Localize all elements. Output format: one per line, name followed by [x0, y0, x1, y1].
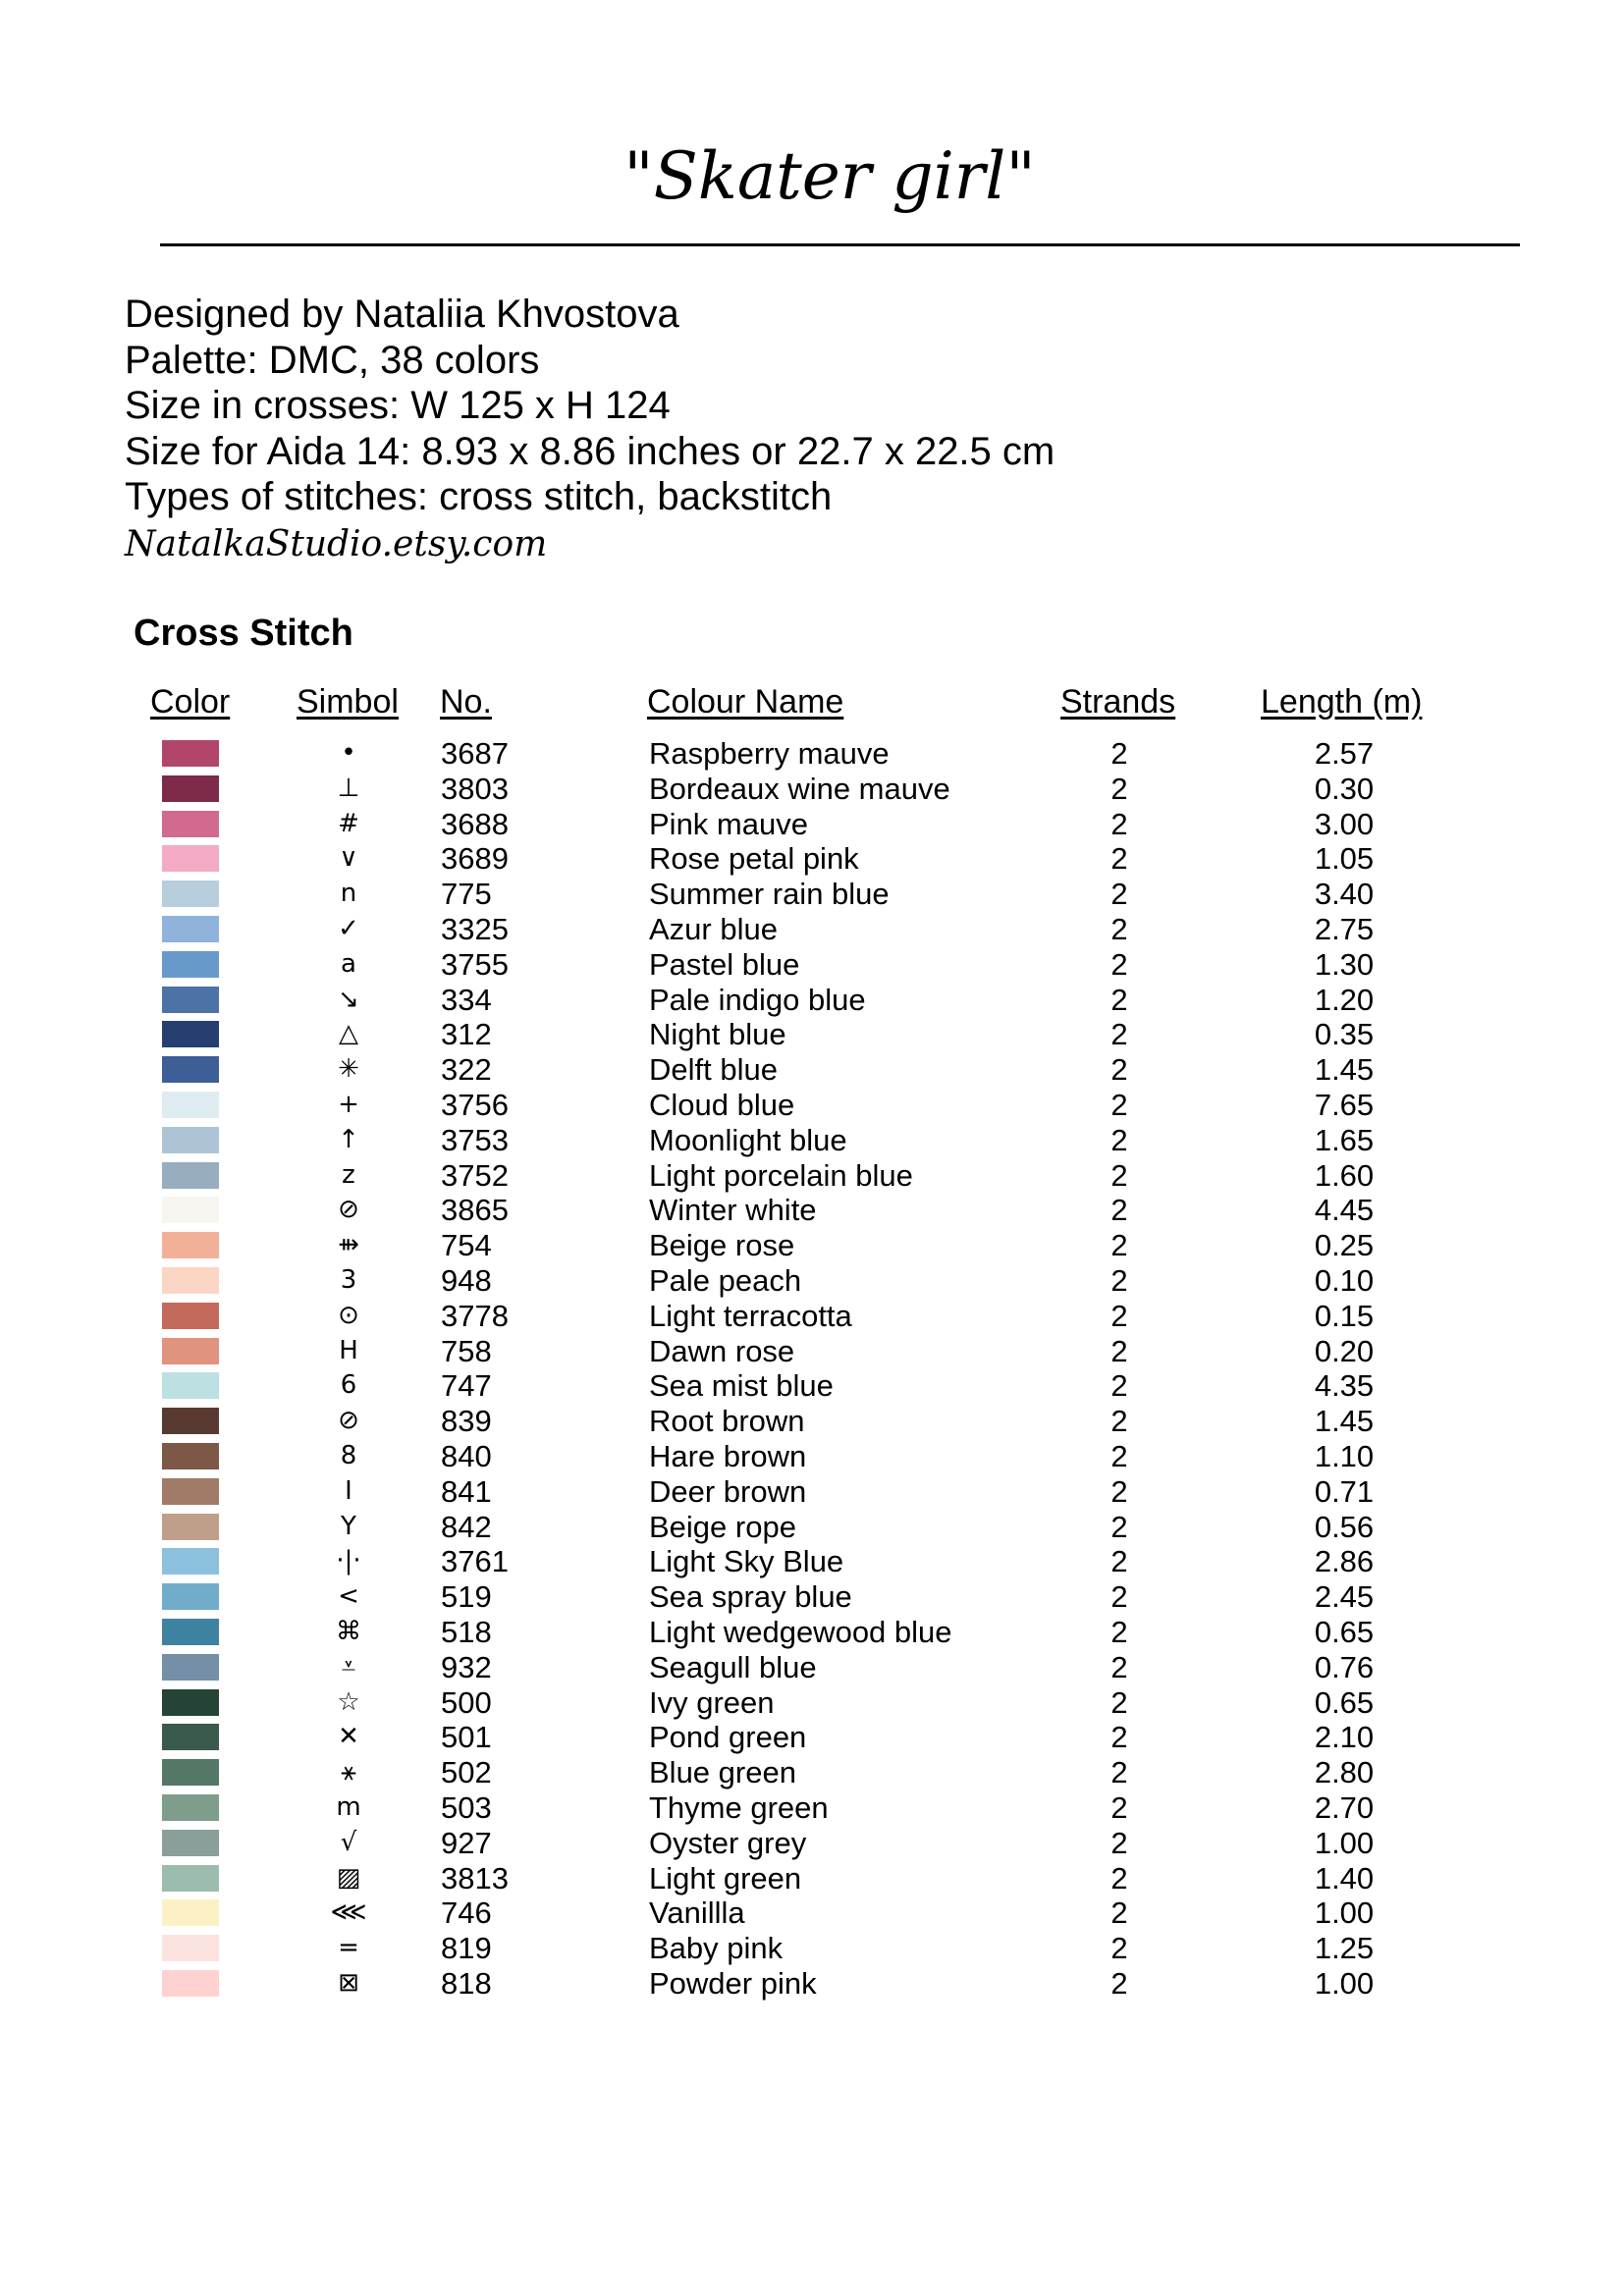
size-aida-line: Size for Aida 14: 8.93 x 8.86 inches or 22.7 x 22.5 cm	[125, 429, 1055, 473]
colour-name: Moonlight blue	[649, 1122, 847, 1157]
stitch-symbol: ⊘	[338, 1195, 359, 1225]
colour-name: Light terracotta	[649, 1298, 852, 1333]
color-swatch	[162, 1654, 219, 1681]
colour-name: Night blue	[649, 1017, 786, 1052]
colour-name: Beige rope	[649, 1509, 796, 1544]
length-value: 1.00	[1314, 1965, 1375, 2001]
length-value: 4.45	[1314, 1193, 1375, 1228]
strands-value: 2	[1110, 1931, 1128, 1966]
column-header-symbol: Simbol	[297, 683, 399, 721]
thread-number: 758	[441, 1333, 492, 1368]
colour-name: Sea spray blue	[649, 1579, 852, 1615]
thread-number: 754	[441, 1228, 492, 1263]
table-row	[0, 1720, 1623, 1755]
strands-value: 2	[1110, 1544, 1128, 1579]
color-swatch	[162, 811, 219, 837]
thread-number: 932	[441, 1649, 492, 1684]
length-value: 0.65	[1314, 1684, 1375, 1720]
table-row	[0, 1368, 1623, 1404]
stitch-symbol: Y	[341, 1511, 356, 1541]
strands-value: 2	[1110, 1614, 1128, 1649]
table-row	[0, 1017, 1623, 1052]
color-swatch	[162, 1372, 219, 1399]
strands-value: 2	[1110, 1579, 1128, 1615]
strands-value: 2	[1110, 1228, 1128, 1263]
colour-name: Root brown	[649, 1404, 805, 1439]
length-value: 1.65	[1314, 1122, 1375, 1157]
strands-value: 2	[1110, 946, 1128, 982]
strands-value: 2	[1110, 1965, 1128, 2001]
stitch-symbol: ⊠	[338, 1967, 359, 1998]
stitch-symbol: n	[340, 879, 357, 909]
stitch-symbol: •	[341, 738, 356, 768]
colour-name: Light wedgewood blue	[649, 1614, 952, 1649]
colour-name: Pink mauve	[649, 806, 808, 841]
table-row	[0, 1193, 1623, 1228]
strands-value: 2	[1110, 982, 1128, 1017]
length-value: 0.20	[1314, 1333, 1375, 1368]
length-value: 2.45	[1314, 1579, 1375, 1615]
strands-value: 2	[1110, 1122, 1128, 1157]
color-swatch	[162, 1759, 219, 1786]
color-swatch	[162, 951, 219, 978]
table-row	[0, 1615, 1623, 1650]
thread-number: 3687	[441, 736, 509, 771]
length-value: 1.30	[1314, 946, 1375, 982]
length-value: 1.45	[1314, 1052, 1375, 1088]
strands-value: 2	[1110, 1825, 1128, 1860]
color-swatch	[162, 1548, 219, 1575]
length-value: 0.10	[1314, 1262, 1375, 1298]
length-value: 7.65	[1314, 1087, 1375, 1122]
colour-name: Deer brown	[649, 1473, 807, 1509]
stitch-symbol: ⊙	[338, 1300, 359, 1330]
thread-number: 842	[441, 1509, 492, 1544]
colour-name: Raspberry mauve	[649, 736, 890, 771]
length-value: 1.45	[1314, 1404, 1375, 1439]
stitch-symbol: m	[336, 1791, 361, 1822]
length-value: 0.76	[1314, 1649, 1375, 1684]
thread-number: 3865	[441, 1193, 509, 1228]
colour-name: Rose petal pink	[649, 841, 859, 877]
colour-name: Thyme green	[649, 1789, 829, 1825]
table-row	[0, 1299, 1623, 1334]
thread-number: 3689	[441, 841, 509, 877]
thread-number: 519	[441, 1579, 492, 1615]
colour-name: Bordeaux wine mauve	[649, 771, 950, 806]
length-value: 2.70	[1314, 1789, 1375, 1825]
thread-number: 518	[441, 1614, 492, 1649]
table-row	[0, 1861, 1623, 1896]
stitch-symbol: =	[338, 1933, 359, 1963]
thread-number: 3778	[441, 1298, 509, 1333]
table-row	[0, 1966, 1623, 2002]
color-swatch	[162, 1056, 219, 1083]
stitch-symbol: 6	[340, 1370, 357, 1401]
length-value: 2.57	[1314, 736, 1375, 771]
stitch-symbol: ▨	[336, 1862, 361, 1893]
table-row	[0, 1439, 1623, 1474]
thread-number: 948	[441, 1262, 492, 1298]
colour-name: Hare brown	[649, 1438, 807, 1473]
size-crosses-line: Size in crosses: W 125 x H 124	[125, 384, 671, 427]
stitch-symbol: ⋘	[330, 1897, 367, 1928]
strands-value: 2	[1110, 1649, 1128, 1684]
strands-value: 2	[1110, 736, 1128, 771]
color-swatch	[162, 1443, 219, 1469]
length-value: 0.25	[1314, 1228, 1375, 1263]
stitch-symbol: ✓	[338, 913, 359, 943]
colour-name: Pale indigo blue	[649, 982, 866, 1017]
strands-value: 2	[1110, 1368, 1128, 1404]
stitch-symbol: ✕	[338, 1722, 359, 1752]
colour-name: Azur blue	[649, 911, 778, 946]
color-swatch	[162, 987, 219, 1013]
table-row	[0, 1896, 1623, 1931]
column-header-length: Length (m)	[1261, 683, 1423, 721]
colour-name: Pale peach	[649, 1262, 802, 1298]
strands-value: 2	[1110, 1333, 1128, 1368]
column-header-name: Colour Name	[647, 683, 844, 721]
thread-number: 747	[441, 1368, 492, 1404]
length-value: 0.71	[1314, 1473, 1375, 1509]
table-row	[0, 983, 1623, 1018]
thread-number: 3755	[441, 946, 509, 982]
table-row	[0, 1931, 1623, 1966]
stitch-symbol: ⊘	[338, 1406, 359, 1436]
column-header-color: Color	[150, 683, 231, 721]
column-header-strands: Strands	[1060, 683, 1176, 721]
strands-value: 2	[1110, 1438, 1128, 1473]
thread-number: 3688	[441, 806, 509, 841]
page-title: "Skater girl"	[623, 138, 1036, 214]
color-swatch	[162, 1865, 219, 1892]
table-row	[0, 1052, 1623, 1088]
strands-value: 2	[1110, 1298, 1128, 1333]
stitch-symbol: ↑	[338, 1124, 359, 1154]
palette-line: Palette: DMC, 38 colors	[125, 338, 540, 382]
color-swatch	[162, 1794, 219, 1821]
thread-number: 501	[441, 1720, 492, 1755]
strands-value: 2	[1110, 911, 1128, 946]
strands-value: 2	[1110, 1473, 1128, 1509]
strands-value: 2	[1110, 1509, 1128, 1544]
thread-number: 818	[441, 1965, 492, 2001]
thread-number: 840	[441, 1438, 492, 1473]
stitch-symbol: z	[342, 1159, 355, 1190]
stitch-symbol: ⚹	[341, 1757, 356, 1788]
color-swatch	[162, 1899, 219, 1926]
table-row	[0, 736, 1623, 772]
thread-number: 3325	[441, 911, 509, 946]
length-value: 2.10	[1314, 1720, 1375, 1755]
length-value: 0.15	[1314, 1298, 1375, 1333]
color-swatch	[162, 1970, 219, 1997]
table-row	[0, 1228, 1623, 1263]
thread-number: 3752	[441, 1157, 509, 1193]
length-value: 1.05	[1314, 841, 1375, 877]
stitch-symbol: ↘	[338, 984, 359, 1014]
length-value: 1.20	[1314, 982, 1375, 1017]
table-row	[0, 1334, 1623, 1369]
thread-number: 927	[441, 1825, 492, 1860]
length-value: 2.75	[1314, 911, 1375, 946]
stitch-symbol: ⩡	[341, 1651, 356, 1682]
thread-number: 841	[441, 1473, 492, 1509]
length-value: 3.40	[1314, 877, 1375, 912]
strands-value: 2	[1110, 771, 1128, 806]
color-swatch	[162, 1162, 219, 1189]
website-link[interactable]: NatalkaStudio.etsy.com	[125, 523, 548, 564]
thread-number: 839	[441, 1404, 492, 1439]
length-value: 1.00	[1314, 1825, 1375, 1860]
stitch-symbol: H	[339, 1335, 358, 1365]
color-swatch	[162, 1021, 219, 1047]
thread-number: 819	[441, 1931, 492, 1966]
table-row	[0, 947, 1623, 983]
table-row	[0, 877, 1623, 912]
strands-value: 2	[1110, 1193, 1128, 1228]
length-value: 1.25	[1314, 1931, 1375, 1966]
title-divider	[160, 243, 1520, 246]
colour-name: Light green	[649, 1860, 802, 1896]
colour-name: Pond green	[649, 1720, 807, 1755]
length-value: 0.35	[1314, 1017, 1375, 1052]
strands-value: 2	[1110, 1404, 1128, 1439]
designer-line: Designed by Nataliia Khvostova	[125, 293, 679, 336]
color-swatch	[162, 1338, 219, 1364]
colour-name: Light Sky Blue	[649, 1544, 844, 1579]
strands-value: 2	[1110, 841, 1128, 877]
color-swatch	[162, 1303, 219, 1329]
stitch-symbol: I	[345, 1475, 352, 1506]
colour-name: Oyster grey	[649, 1825, 807, 1860]
stitch-symbol: ⊥	[337, 773, 360, 803]
stitch-symbol: △	[339, 1019, 358, 1049]
table-row	[0, 807, 1623, 842]
colour-name: Delft blue	[649, 1052, 778, 1088]
length-value: 0.30	[1314, 771, 1375, 806]
table-row	[0, 1158, 1623, 1194]
length-value: 2.86	[1314, 1544, 1375, 1579]
colour-name: Sea mist blue	[649, 1368, 834, 1404]
stitch-symbol: 8	[340, 1440, 357, 1470]
colour-name: Vanillla	[649, 1896, 745, 1931]
stitch-symbol: ✳	[338, 1054, 359, 1085]
stitch-symbol: ·|·	[336, 1546, 361, 1576]
colour-name: Summer rain blue	[649, 877, 890, 912]
colour-name: Winter white	[649, 1193, 817, 1228]
stitch-symbol: ⇻	[338, 1230, 359, 1260]
colour-name: Beige rose	[649, 1228, 795, 1263]
strands-value: 2	[1110, 1896, 1128, 1931]
color-swatch	[162, 1267, 219, 1294]
color-table	[0, 736, 1623, 2002]
strands-value: 2	[1110, 1755, 1128, 1790]
length-value: 4.35	[1314, 1368, 1375, 1404]
color-swatch	[162, 916, 219, 942]
colour-name: Cloud blue	[649, 1087, 795, 1122]
thread-number: 775	[441, 877, 492, 912]
strands-value: 2	[1110, 1017, 1128, 1052]
thread-number: 312	[441, 1017, 492, 1052]
colour-name: Pastel blue	[649, 946, 800, 982]
length-value: 1.40	[1314, 1860, 1375, 1896]
color-swatch	[162, 881, 219, 907]
color-swatch	[162, 1619, 219, 1645]
strands-value: 2	[1110, 1262, 1128, 1298]
thread-number: 3753	[441, 1122, 509, 1157]
length-value: 1.10	[1314, 1438, 1375, 1473]
thread-number: 500	[441, 1684, 492, 1720]
colour-name: Seagull blue	[649, 1649, 817, 1684]
stitch-symbol: ☆	[337, 1686, 360, 1717]
column-header-number: No.	[440, 683, 492, 721]
table-row	[0, 1544, 1623, 1579]
strands-value: 2	[1110, 1157, 1128, 1193]
thread-number: 3761	[441, 1544, 509, 1579]
strands-value: 2	[1110, 1860, 1128, 1896]
thread-number: 503	[441, 1789, 492, 1825]
thread-number: 3813	[441, 1860, 509, 1896]
color-swatch	[162, 1514, 219, 1540]
table-row	[0, 1474, 1623, 1510]
table-row	[0, 1123, 1623, 1158]
stitch-types-line: Types of stitches: cross stitch, backstitch	[125, 475, 833, 518]
length-value: 2.80	[1314, 1755, 1375, 1790]
strands-value: 2	[1110, 1720, 1128, 1755]
table-row	[0, 1579, 1623, 1615]
length-value: 1.00	[1314, 1896, 1375, 1931]
stitch-symbol: <	[338, 1581, 359, 1612]
pattern-info	[125, 292, 1055, 569]
table-row	[0, 772, 1623, 807]
stitch-symbol: a	[341, 948, 356, 979]
stitch-symbol: √	[340, 1827, 357, 1857]
stitch-symbol: #	[338, 808, 359, 838]
stitch-symbol: ∨	[339, 843, 358, 874]
color-swatch	[162, 1689, 219, 1716]
table-row	[0, 1263, 1623, 1299]
color-swatch	[162, 1408, 219, 1434]
color-swatch	[162, 1197, 219, 1223]
table-row	[0, 841, 1623, 877]
section-title: Cross Stitch	[134, 613, 353, 654]
thread-number: 3756	[441, 1087, 509, 1122]
table-row	[0, 912, 1623, 947]
color-swatch	[162, 1830, 219, 1856]
color-swatch	[162, 1232, 219, 1258]
strands-value: 2	[1110, 806, 1128, 841]
table-row	[0, 1510, 1623, 1545]
length-value: 0.56	[1314, 1509, 1375, 1544]
table-row	[0, 1826, 1623, 1861]
color-swatch	[162, 845, 219, 872]
colour-name: Powder pink	[649, 1965, 817, 2001]
strands-value: 2	[1110, 1052, 1128, 1088]
color-swatch	[162, 1724, 219, 1750]
strands-value: 2	[1110, 877, 1128, 912]
table-row	[0, 1685, 1623, 1721]
stitch-symbol: +	[338, 1089, 359, 1119]
thread-number: 746	[441, 1896, 492, 1931]
table-row	[0, 1650, 1623, 1685]
colour-name: Baby pink	[649, 1931, 784, 1966]
length-value: 1.60	[1314, 1157, 1375, 1193]
color-swatch	[162, 775, 219, 802]
length-value: 0.65	[1314, 1614, 1375, 1649]
thread-number: 502	[441, 1755, 492, 1790]
table-row	[0, 1404, 1623, 1439]
stitch-symbol: 3	[340, 1264, 357, 1295]
length-value: 3.00	[1314, 806, 1375, 841]
strands-value: 2	[1110, 1684, 1128, 1720]
thread-number: 334	[441, 982, 492, 1017]
colour-name: Light porcelain blue	[649, 1157, 913, 1193]
thread-number: 3803	[441, 771, 509, 806]
color-swatch	[162, 1127, 219, 1153]
color-swatch	[162, 740, 219, 767]
color-swatch	[162, 1935, 219, 1961]
strands-value: 2	[1110, 1087, 1128, 1122]
colour-name: Dawn rose	[649, 1333, 795, 1368]
table-row	[0, 1790, 1623, 1826]
colour-name: Ivy green	[649, 1684, 775, 1720]
table-row	[0, 1088, 1623, 1123]
stitch-symbol: ⌘	[336, 1616, 361, 1646]
strands-value: 2	[1110, 1789, 1128, 1825]
color-swatch	[162, 1583, 219, 1610]
color-swatch	[162, 1478, 219, 1505]
color-swatch	[162, 1092, 219, 1118]
table-row	[0, 1755, 1623, 1790]
thread-number: 322	[441, 1052, 492, 1088]
colour-name: Blue green	[649, 1755, 796, 1790]
